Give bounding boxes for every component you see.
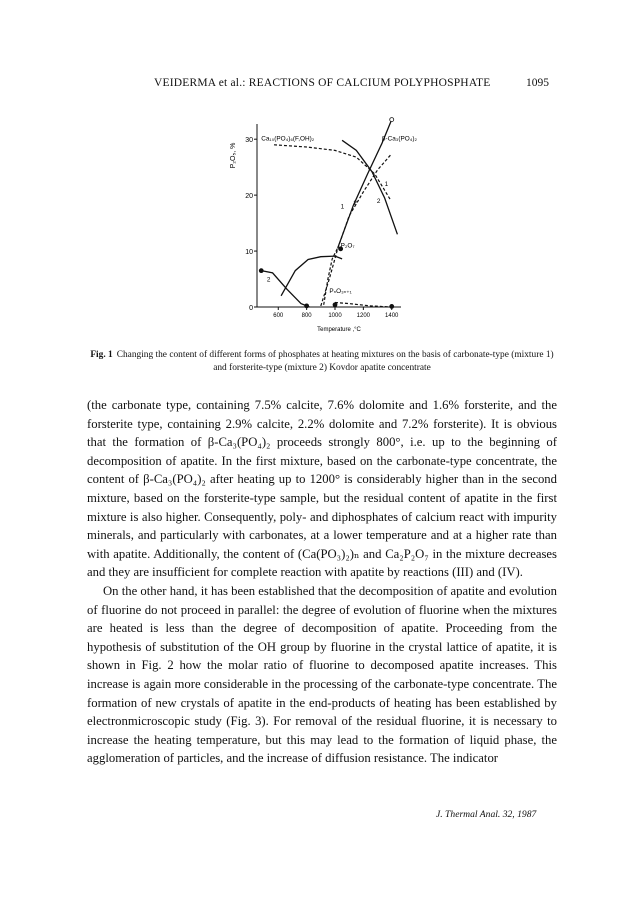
data-point xyxy=(305,304,309,308)
y-tick-label: 0 xyxy=(249,305,253,312)
series-line-pnO3n1-1 xyxy=(335,303,392,308)
y-axis-label: P₂O₅, % xyxy=(230,142,237,169)
x-tick-label: 1000 xyxy=(328,313,342,319)
x-tick-label: 1400 xyxy=(385,313,399,319)
x-tick-label: 600 xyxy=(273,313,284,319)
x-tick-label: 1200 xyxy=(356,313,371,319)
x-axis-label: Temperature ,°C xyxy=(317,327,361,333)
chart-annotation: β-Ca₃(PO₄)₂ xyxy=(381,135,417,143)
body-text xyxy=(87,396,557,768)
chart-annotation: 2 xyxy=(353,200,357,208)
series-line-tcp-1 xyxy=(321,154,392,306)
chart-annotation: Ca₁₀(PO₄)₆(F,OH)₂ xyxy=(261,135,315,143)
journal-footer: J. Thermal Anal. 32, 1987 xyxy=(436,809,537,820)
y-tick-label: 20 xyxy=(245,193,253,201)
figure-caption xyxy=(87,349,557,375)
data-point xyxy=(259,269,263,273)
data-point xyxy=(333,303,337,307)
figure-caption-label: Fig. 1 xyxy=(90,350,113,360)
phosphate-content-chart xyxy=(225,110,425,345)
running-title: VEIDERMA et al.: REACTIONS OF CALCIUM POLYPHOSPHATE xyxy=(154,77,491,89)
chart-series xyxy=(261,120,397,307)
running-head xyxy=(0,77,643,97)
y-tick-label: 10 xyxy=(245,249,253,257)
chart-annotation: P₂O₇ xyxy=(340,242,355,250)
page-number: 1095 xyxy=(526,77,549,89)
chart-annotation: 1 xyxy=(340,203,345,211)
data-point xyxy=(390,118,394,122)
x-tick-label: 800 xyxy=(301,313,312,319)
series-line-apatite-2 xyxy=(342,140,397,234)
chart-annotation: 2 xyxy=(266,276,271,284)
chart-annotation: PₙO₃ₙ₊₁ xyxy=(329,288,352,296)
data-point xyxy=(390,304,394,308)
paragraph: On the other hand, it has been established that the decomposition of apatite and evolution of fluorine do not proceed in parallel: the degree of evolution of fluorine when the mixtures are heated is less than the degree of decomposition of apatite. Proceeding from the hypothesis of substitution of the OH group by fluorine in the crystal lattice of apatite, it is shown in Fig. 2 how the molar ratio of fluorine to decomposed apatite increases. This increase is again more considerable in the processing of the carbonate-type concentrate. The formation of new crystals of apatite in the end-products of heating has been established by electronmicroscopic study (Fig. 3). For removal of the residual fluorine, it is necessary to increase the heating temperature, but this may lead to the formation of liquid phase, the agglomeration of particles, and the increase of diffusion resistance. The indicator xyxy=(87,583,557,766)
chart-annotation: 1 xyxy=(384,181,389,189)
paragraph: (the carbonate type, containing 7.5% calcite, 7.6% dolomite and 1.6% forsterite, and the forsterite type, containing 2.9% calcite, 2.2% dolomite and 7.2% forsterite). It is obvious that the formation of β-Ca₃(PO₄)₂ proceeds strongly 800°, i.e. up to the beginning of decomposition of apatite. In the first mixture, based on the carbonate-type concentrate, the content of β-Ca₃(PO₄)₂ after heating up to 1200° is considerably higher than in the second mixture, based on the forsterite-type sample, but the residual content of apatite in the first mixture is also higher. Consequently, poly- and diphosphates of calcium react with impurity minerals, and particularly with carbonates, at a lower temperature and at a higher rate than with apatite. Additionally, the content of (Ca(PO₃)₂)ₙ and Ca₂P₂O₇ in the mixture decreases and they are insufficient for complete reaction with apatite by reactions (III) and (IV). xyxy=(87,398,557,580)
chart-ticks xyxy=(245,137,399,319)
figure-caption-text: Changing the content of different forms of phosphates at heating mixtures on the basis of carbonate-type (mixture 1) and forsterite-type (mixture 2) Kovdor apatite concentrate xyxy=(116,350,554,373)
chart-annotation: 2 xyxy=(376,197,381,205)
y-tick-label: 30 xyxy=(245,137,253,145)
